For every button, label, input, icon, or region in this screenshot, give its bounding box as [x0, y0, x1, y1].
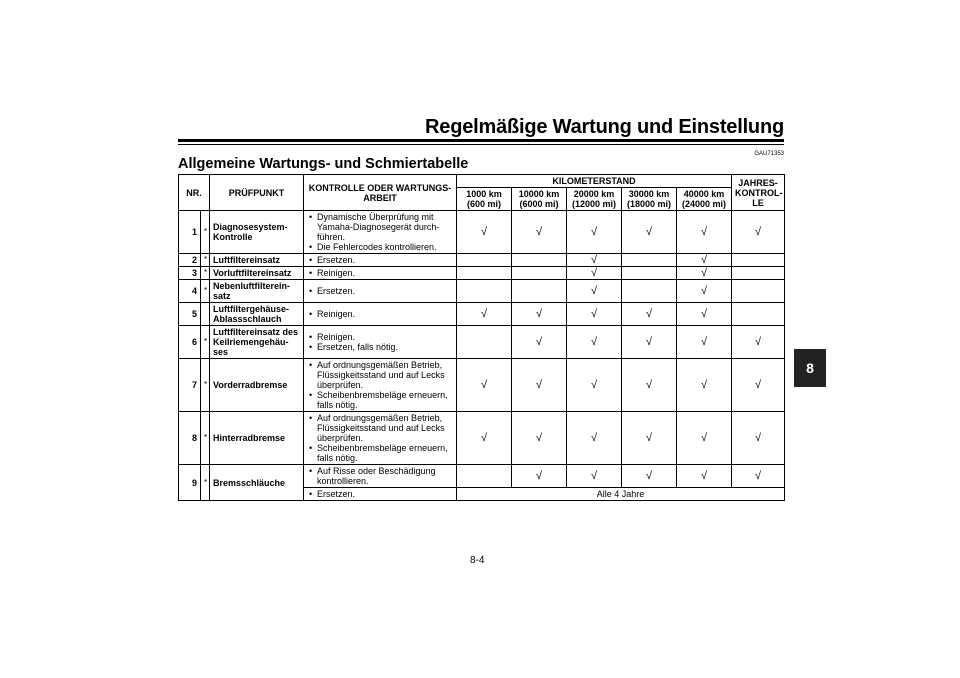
- check-mark-cell: √: [457, 359, 512, 412]
- header-rule-thin: [178, 144, 784, 145]
- dealer-mark: *: [201, 211, 210, 254]
- work-list: [307, 212, 453, 252]
- document-code: GAU71353: [754, 151, 784, 157]
- header-interval-4: 30000 km (18000 mi): [622, 188, 677, 211]
- table-body: [179, 211, 785, 501]
- dealer-mark: *: [201, 465, 210, 501]
- work-list: [307, 413, 453, 463]
- chapter-tab: 8: [794, 349, 826, 387]
- dealer-mark: *: [201, 267, 210, 280]
- check-mark-cell: √: [622, 412, 677, 465]
- work-list: [307, 332, 453, 352]
- page-header-title: Regelmäßige Wartung und Einstellung: [425, 116, 784, 138]
- row-number: 1: [179, 211, 201, 254]
- work-step: • Auf ordnungsgemäßen Betrieb, Flüssigkeitsstand und auf Lecks überprüfen.: [317, 360, 453, 390]
- check-mark-cell: √: [677, 254, 732, 267]
- check-mark-cell: √: [567, 280, 622, 303]
- check-mark-cell: √: [677, 326, 732, 359]
- row-number: 9: [179, 465, 201, 501]
- check-point: Luftfiltereinsatz des Keilriemengehäu-ses: [210, 326, 304, 359]
- row-number: 4: [179, 280, 201, 303]
- check-mark-cell: [622, 267, 677, 280]
- row-number: 3: [179, 267, 201, 280]
- table-row: [179, 267, 785, 280]
- row-number: 8: [179, 412, 201, 465]
- check-mark-cell: [622, 254, 677, 267]
- check-mark-cell: √: [567, 303, 622, 326]
- check-point: Nebenluftfilterein-satz: [210, 280, 304, 303]
- check-mark-cell: √: [677, 412, 732, 465]
- work-cell: [304, 267, 457, 280]
- header-work: KONTROLLE ODER WARTUNGS-ARBEIT: [304, 175, 457, 211]
- dealer-mark: *: [201, 254, 210, 267]
- work-cell: [304, 280, 457, 303]
- work-cell: [304, 359, 457, 412]
- check-mark-cell: √: [677, 280, 732, 303]
- work-cell: [304, 412, 457, 465]
- table-row: [179, 280, 785, 303]
- work-cell: [304, 211, 457, 254]
- table-row: [179, 303, 785, 326]
- check-mark-cell: √: [457, 412, 512, 465]
- check-mark-cell: √: [512, 412, 567, 465]
- work-cell: [304, 303, 457, 326]
- work-step: • Ersetzen, falls nötig.: [317, 342, 453, 352]
- check-mark-cell: √: [732, 465, 785, 488]
- check-point: Luftfiltereinsatz: [210, 254, 304, 267]
- table-row: [179, 412, 785, 465]
- check-mark-cell: [457, 465, 512, 488]
- check-mark-cell: √: [677, 267, 732, 280]
- work-cell: [304, 326, 457, 359]
- dealer-mark: *: [201, 280, 210, 303]
- check-point: Diagnosesystem-Kontrolle: [210, 211, 304, 254]
- header-mileage: KILOMETERSTAND: [457, 175, 732, 188]
- check-mark-cell: √: [567, 326, 622, 359]
- check-mark-cell: [622, 280, 677, 303]
- check-mark-cell: √: [567, 412, 622, 465]
- work-list: [307, 268, 453, 278]
- check-point: Hinterradbremse: [210, 412, 304, 465]
- table-row: [179, 326, 785, 359]
- check-point: Luftfiltergehäuse-Ablassschlauch: [210, 303, 304, 326]
- check-mark-cell: [732, 303, 785, 326]
- check-mark-cell: √: [677, 211, 732, 254]
- header-annual-check: JAHRES-KONTROL-LE: [732, 175, 785, 211]
- check-mark-cell: [732, 254, 785, 267]
- header-interval-2: 10000 km (6000 mi): [512, 188, 567, 211]
- work-step: • Scheibenbremsbeläge erneuern, falls nötig.: [317, 443, 453, 463]
- header-interval-5: 40000 km (24000 mi): [677, 188, 732, 211]
- work-step: • Scheibenbremsbeläge erneuern, falls nötig.: [317, 390, 453, 410]
- check-mark-cell: √: [512, 211, 567, 254]
- header-interval-1: 1000 km (600 mi): [457, 188, 512, 211]
- work-cell: [304, 465, 457, 488]
- check-mark-cell: [512, 267, 567, 280]
- check-mark-cell: √: [732, 359, 785, 412]
- work-step: • Reinigen.: [317, 268, 453, 278]
- check-mark-cell: √: [512, 303, 567, 326]
- work-list: [307, 466, 453, 486]
- work-step: • Ersetzen.: [317, 255, 453, 265]
- work-list: [307, 489, 453, 499]
- check-mark-cell: √: [567, 211, 622, 254]
- dealer-mark: *: [201, 412, 210, 465]
- check-mark-cell: √: [732, 211, 785, 254]
- check-mark-cell: [457, 326, 512, 359]
- check-mark-cell: √: [567, 465, 622, 488]
- check-mark-cell: √: [732, 412, 785, 465]
- maintenance-table: [178, 174, 785, 501]
- check-point: Vorderradbremse: [210, 359, 304, 412]
- check-mark-cell: [732, 267, 785, 280]
- work-step: • Auf ordnungsgemäßen Betrieb, Flüssigkeitsstand und auf Lecks überprüfen.: [317, 413, 453, 443]
- check-mark-cell: √: [677, 303, 732, 326]
- header-interval-3: 20000 km (12000 mi): [567, 188, 622, 211]
- header-nr: NR.: [179, 175, 210, 211]
- work-cell: [304, 488, 457, 501]
- check-mark-cell: √: [732, 326, 785, 359]
- header-rule-thick: [178, 139, 784, 142]
- check-mark-cell: √: [567, 267, 622, 280]
- dealer-mark: *: [201, 359, 210, 412]
- work-list: [307, 286, 453, 296]
- check-mark-cell: √: [512, 465, 567, 488]
- check-point: Bremsschläuche: [210, 465, 304, 501]
- check-mark-cell: [457, 254, 512, 267]
- check-mark-cell: [732, 280, 785, 303]
- check-mark-cell: √: [622, 303, 677, 326]
- header-check-point: PRÜFPUNKT: [210, 175, 304, 211]
- check-point: Vorluftfiltereinsatz: [210, 267, 304, 280]
- dealer-mark: [201, 303, 210, 326]
- check-mark-cell: [512, 280, 567, 303]
- work-list: [307, 255, 453, 265]
- work-step: • Reinigen.: [317, 309, 453, 319]
- check-mark-cell: √: [622, 326, 677, 359]
- work-cell: [304, 254, 457, 267]
- check-mark-cell: √: [622, 465, 677, 488]
- row-number: 2: [179, 254, 201, 267]
- section-title: Allgemeine Wartungs- und Schmiertabelle: [178, 156, 469, 172]
- table-row: [179, 211, 785, 254]
- check-mark-cell: [457, 280, 512, 303]
- table-row: [179, 359, 785, 412]
- work-step: • Auf Risse oder Beschädigung kontrollieren.: [317, 466, 453, 486]
- check-mark-cell: √: [567, 359, 622, 412]
- check-mark-cell: [512, 254, 567, 267]
- row-number: 7: [179, 359, 201, 412]
- work-step: • Ersetzen.: [317, 489, 453, 499]
- work-list: [307, 309, 453, 319]
- page-number: 8-4: [470, 555, 485, 566]
- check-mark-cell: √: [512, 359, 567, 412]
- work-step: • Ersetzen.: [317, 286, 453, 296]
- table-row: [179, 465, 785, 488]
- check-mark-cell: √: [512, 326, 567, 359]
- check-mark-cell: √: [677, 465, 732, 488]
- check-mark-cell: √: [622, 211, 677, 254]
- dealer-mark: *: [201, 326, 210, 359]
- check-mark-cell: √: [457, 303, 512, 326]
- row-number: 5: [179, 303, 201, 326]
- work-step: • Dynamische Überprüfung mit Yamaha-Diagnosegerät durch-führen.: [317, 212, 453, 242]
- row-number: 6: [179, 326, 201, 359]
- check-mark-cell: [457, 267, 512, 280]
- work-list: [307, 360, 453, 410]
- work-step: • Die Fehlercodes kontrollieren.: [317, 242, 453, 252]
- table-row: [179, 254, 785, 267]
- work-step: • Reinigen.: [317, 332, 453, 342]
- check-mark-cell: √: [622, 359, 677, 412]
- check-mark-cell: √: [567, 254, 622, 267]
- check-mark-cell: √: [677, 359, 732, 412]
- interval-note: Alle 4 Jahre: [457, 488, 785, 501]
- check-mark-cell: √: [457, 211, 512, 254]
